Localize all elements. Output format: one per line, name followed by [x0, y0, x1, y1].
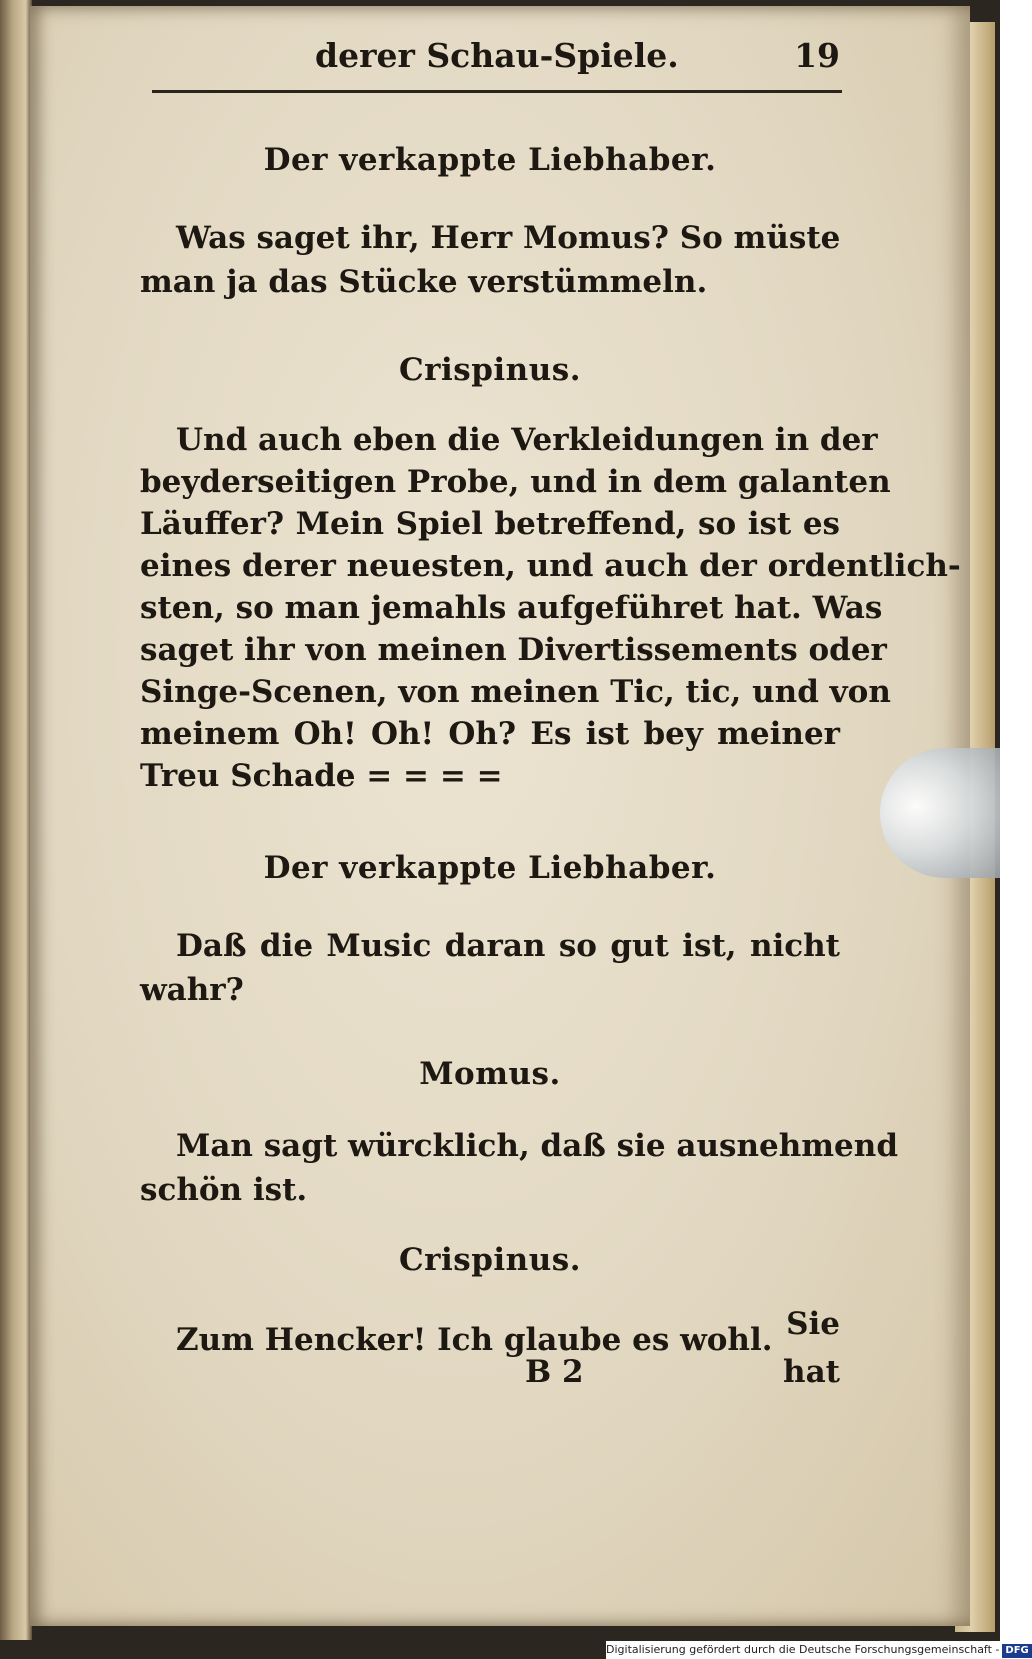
text-line: Läuffer? Mein Spiel betreffend, so ist es [140, 506, 840, 542]
last-text-line: Zum Hencker! Ich glaube es wohl. [176, 1322, 773, 1358]
page-number: 19 [794, 36, 840, 75]
text-line: Und auch eben die Verkleidungen in der [176, 422, 878, 458]
text-line: Daß die Music daran so gut ist, nicht [176, 928, 840, 964]
text-line: eines derer neuesten, und auch der ordentlich- [140, 548, 961, 584]
text-line: Was saget ihr, Herr Momus? So müste [176, 220, 841, 256]
speaker-label: Crispinus. [398, 352, 581, 388]
text-line: beyderseitigen Probe, und in dem galanten [140, 464, 891, 500]
text-line: meinem Oh! Oh! Oh? Es ist bey meiner [140, 716, 840, 752]
text-line: wahr? [140, 972, 244, 1008]
speaker-label: Der verkappte Liebhaber. [263, 850, 717, 886]
credit-text: Digitalisierung gefördert durch die Deutsche Forschungsgemeinschaft - [606, 1643, 1000, 1656]
text-line: sten, so man jemahls aufgeführet hat. Was [140, 590, 883, 626]
text-line: man ja das Stücke verstümmeln. [140, 264, 708, 300]
dfg-logo: DFG [1002, 1644, 1031, 1658]
text-line: Man sagt würcklich, daß sie ausnehmend [176, 1128, 898, 1164]
speaker-label: Der verkappte Liebhaber. [263, 142, 717, 178]
text-line: schön ist. [140, 1172, 308, 1208]
speaker-label: Crispinus. [398, 1242, 581, 1278]
speaker-label: Momus. [419, 1056, 561, 1092]
running-head-title: derer Schau-Spiele. [315, 36, 679, 75]
catchword-sie: Sie [786, 1306, 840, 1342]
running-head [140, 36, 840, 82]
text-line: Treu Schade = = = = [140, 758, 503, 794]
signature-mark: B 2 [525, 1354, 584, 1390]
digitization-credit [606, 1641, 1029, 1659]
book-left-edge [0, 0, 32, 1640]
page-clip [880, 748, 1000, 878]
head-rule [152, 90, 842, 93]
text-line: Singe-Scenen, von meinen Tic, tic, und von [140, 674, 891, 710]
book-page [30, 6, 970, 1626]
catchword-hat: hat [783, 1354, 840, 1390]
text-line: saget ihr von meinen Divertissements oder [140, 632, 887, 668]
